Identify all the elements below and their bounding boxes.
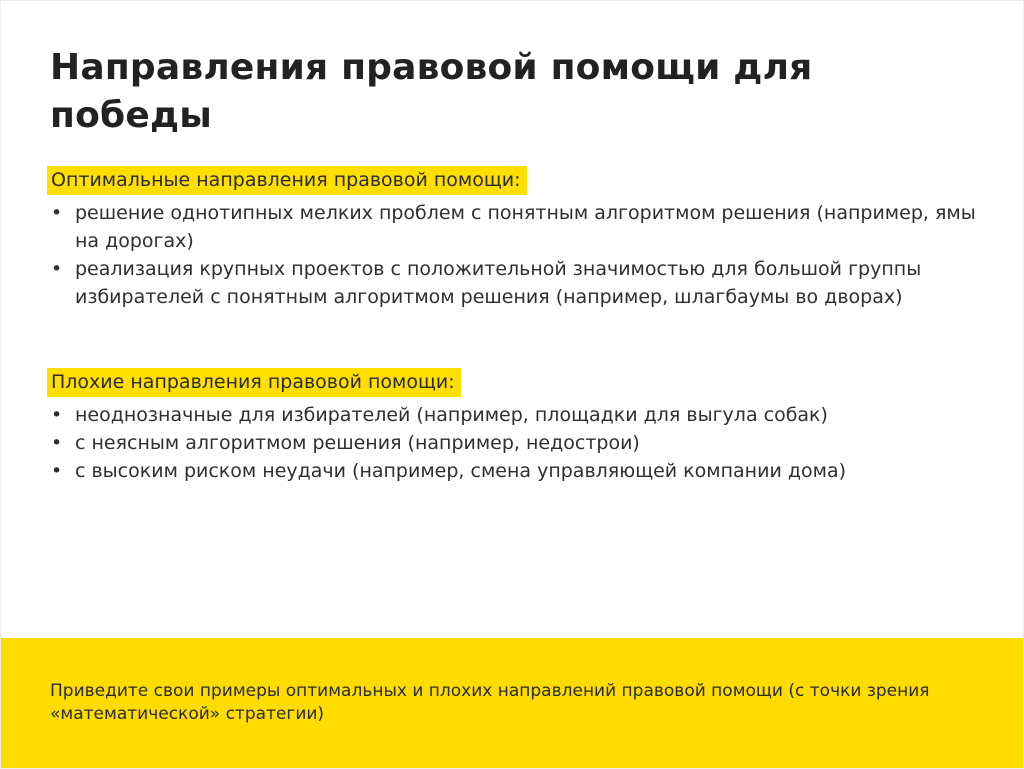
bullet-item: • решение однотипных мелких проблем с понятным алгоритмом решения (например, ямы на дорогах) bbox=[47, 199, 977, 255]
slide-title: Направления правовой помощи для победы bbox=[50, 47, 813, 136]
section-heading-bad: Плохие направления правовой помощи: bbox=[47, 368, 461, 397]
bullet-item: • с высоким риском неудачи (например, смена управляющей компании дома) bbox=[47, 457, 977, 485]
bullet-item: • с неясным алгоритмом решения (например, недострои) bbox=[47, 429, 977, 457]
section-heading-optimal: Оптимальные направления правовой помощи: bbox=[47, 166, 527, 195]
footer-text: Приведите свои примеры оптимальных и плохих направлений правовой помощи (с точки зрения «математической» стратегии) bbox=[50, 681, 930, 724]
bullet-item: • неоднозначные для избирателей (например, площадки для выгула собак) bbox=[47, 401, 977, 429]
bullet-item: • реализация крупных проектов с положительной значимостью для большой группы избирателей с понятным алгоритмом решения (например, шлагбаумы во дворах) bbox=[47, 255, 977, 311]
footer-band bbox=[0, 638, 1024, 769]
section-optimal bbox=[47, 166, 977, 311]
bullet-list-optimal bbox=[47, 199, 977, 311]
bullet-list-bad bbox=[47, 401, 977, 485]
section-bad bbox=[47, 368, 977, 485]
